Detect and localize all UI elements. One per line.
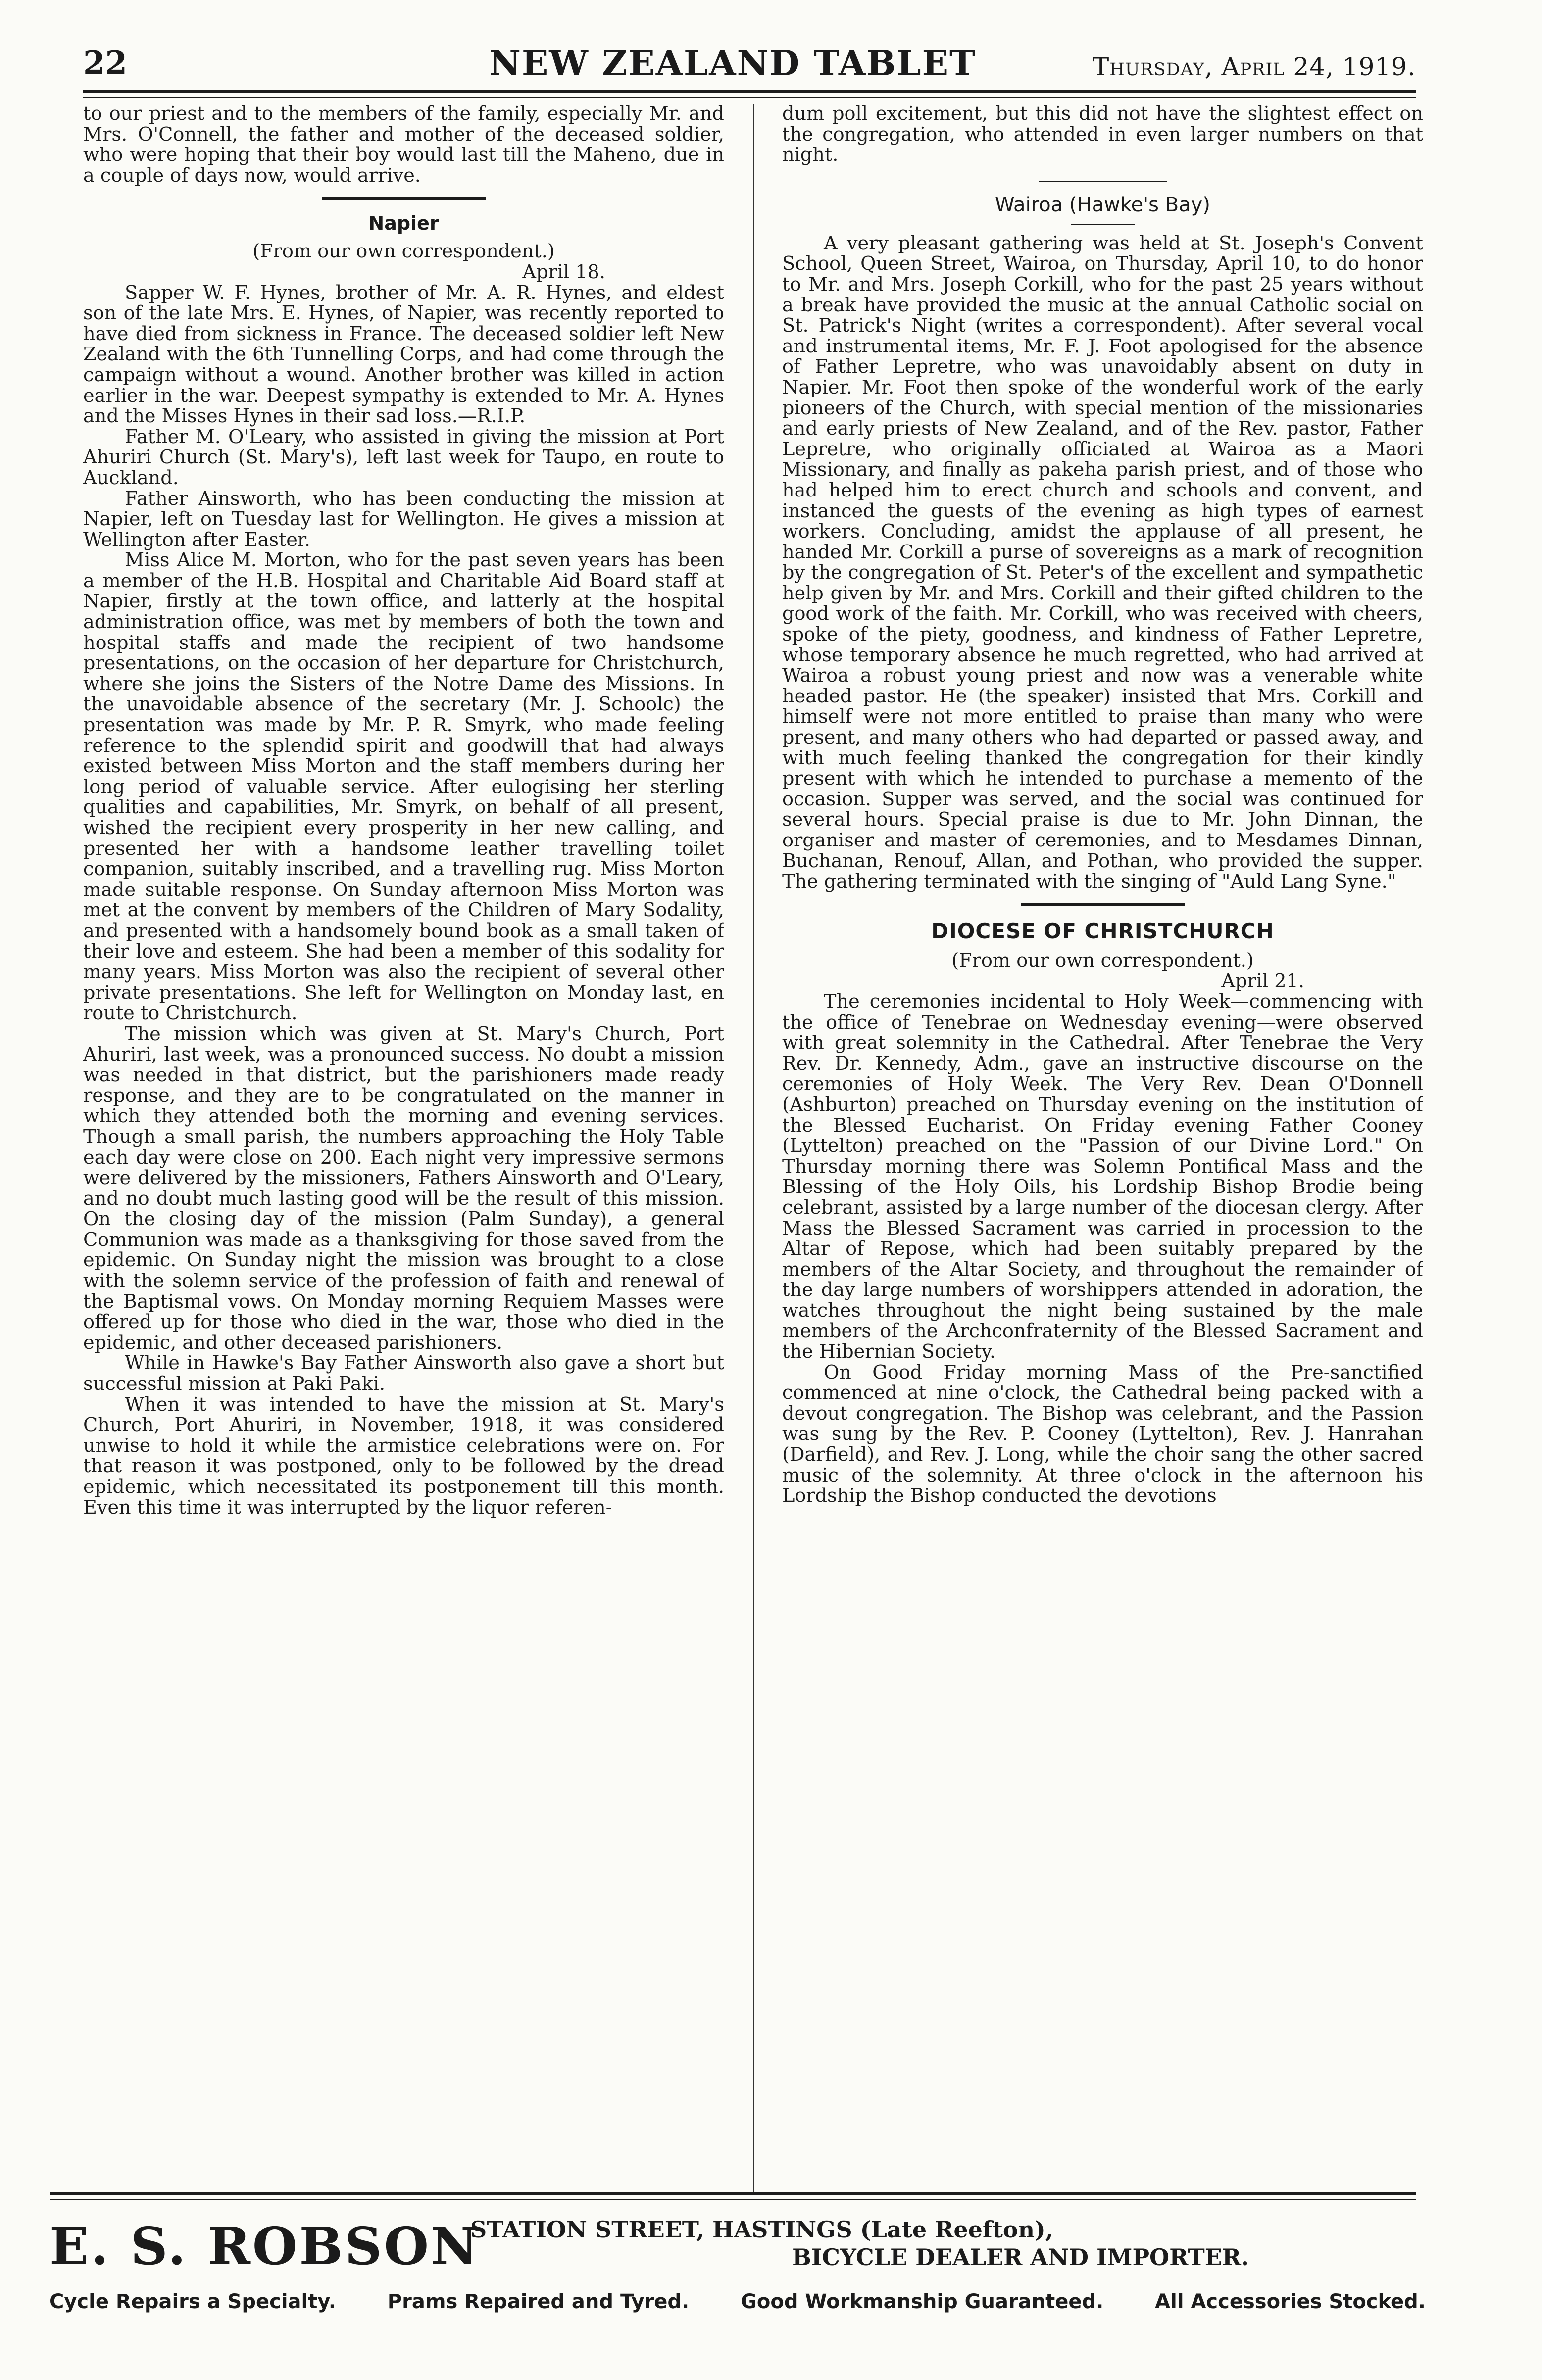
service-item: Good Workmanship Guaranteed. bbox=[741, 2290, 1104, 2313]
continued-paragraph: dum poll excitement, but this did not have the slightest effect on the congregation, who attended in even larger numbers on that night. bbox=[782, 104, 1423, 166]
section-heading-christchurch: DIOCESE OF CHRISTCHURCH bbox=[931, 918, 1274, 943]
article-paragraph: Father Ainsworth, who has been conducting the mission at Napier, left on Tuesday last for Wellington. He gives a mission at Wellington after Easter. bbox=[83, 488, 724, 551]
advertiser-trade: BICYCLE DEALER AND IMPORTER. bbox=[792, 2244, 1249, 2271]
dateline: April 21. bbox=[1221, 970, 1304, 992]
heading-underline bbox=[1071, 224, 1135, 225]
article-paragraph: The mission which was given at St. Mary's Church, Port Ahuriri, last week, was a pronounced success. No doubt a mission was needed in that district, but the parishioners made ready response, and they are to be congratulated on the manner in which they attended both the morning and evening services. Though a small parish, the numbers approaching the Holy Table each day were close on 200. Each night very impressive sermons were delivered by the missioners, Fathers Ainsworth and O'Leary, and no doubt much lasting good will be the result of this mission. On the closing day of the mission (Palm Sunday), a general Communion was made as a thanksgiving for those saved from the epidemic. On Sunday night the mission was brought to a close with the solemn service of the profession of faith and renewal of the Baptismal vows. On Monday morning Requiem Masses were offered up for those who died in the war, those who died in the epidemic, and other deceased parishioners. bbox=[83, 1023, 724, 1354]
section-divider bbox=[1039, 181, 1167, 182]
article-paragraph: Miss Alice M. Morton, who for the past seven years has been a member of the H.B. Hospital and Charitable Aid Board staff at Napier, firstly at the town office, and latterly at the hospital administration office, was met by members of both the town and hospital staffs and made the recipient of two handsome presentations, on the occasion of her departure for Christchurch, where she joins the Sisters of the Notre Dame des Missions. In the unavoidable absence of the secretary (Mr. J. Schoolc) the presentation was made by Mr. P. R. Smyrk, who made feeling reference to the splendid spirit and goodwill that had always existed between Miss Morton and the staff members during her long period of valuable service. After eulogising her sterling qualities and capabilities, Mr. Smyrk, on behalf of all present, wished the recipient every prosperity in her new calling, and presented her with a handsome leather travelling toilet companion, suitably inscribed, and a travelling rug. Miss Morton made suitable response. On Sunday afternoon Miss Morton was met at the convent by members of the Children of Mary Sodality, and presented with a handsomely bound book as a small taken of their love and esteem. She had been a member of this sodality for many years. Miss Morton was also the recipient of several other private presentations. She left for Wellington on Monday last, en route to Christchurch. bbox=[83, 549, 724, 1025]
right-column bbox=[782, 104, 1423, 2203]
advertiser-address: STATION STREET, HASTINGS (Late Reefton), bbox=[470, 2216, 1053, 2243]
publication-title: NEW ZEALAND TABLET bbox=[489, 43, 977, 84]
article-paragraph: Father M. O'Leary, who assisted in giving the mission at Port Ahuriri Church (St. Mary's), left last week for Taupo, en route to Auckland. bbox=[83, 426, 724, 489]
article-paragraph: When it was intended to have the mission at St. Mary's Church, Port Ahuriri, in November, 1918, it was considered unwise to hold it while the armistice celebrations were on. For that reason it was postponed, only to be followed by the dread epidemic, which necessitated its postponement till this month. Even this time it was interrupted by the liquor referen- bbox=[83, 1393, 724, 1519]
service-item: Cycle Repairs a Specialty. bbox=[50, 2290, 336, 2313]
advertiser-services bbox=[50, 2288, 1426, 2316]
footer-rule-thin bbox=[50, 2199, 1416, 2200]
service-item: Prams Repaired and Tyred. bbox=[387, 2290, 690, 2313]
section-divider bbox=[322, 197, 486, 200]
issue-date: Thursday, April 24, 1919. bbox=[1092, 52, 1416, 81]
left-column bbox=[83, 104, 724, 2203]
header-rule-thin bbox=[83, 97, 1416, 98]
column-rule bbox=[753, 104, 754, 2193]
service-item: All Accessories Stocked. bbox=[1155, 2290, 1426, 2313]
masthead bbox=[50, 44, 1416, 83]
article-paragraph: A very pleasant gathering was held at St. Joseph's Convent School, Queen Street, Wairoa, on Thursday, April 10, to do honor to Mr. and Mrs. Joseph Corkill, who for the past 25 years without a break have provided the music at the annual Catholic social on St. Patrick's Night (writes a correspondent). After several vocal and instrumental items, Mr. F. J. Foot apologised for the absence of Father Lepretre, who was unavoidably absent on duty in Napier. Mr. Foot then spoke of the wonderful work of the early pioneers of the Church, with special mention of the missionaries and early priests of New Zealand, and of the Rev. pastor, Father Lepretre, who originally officiated at Wairoa as a Maori Missionary, and finally as pakeha parish priest, and of those who had helped him to erect church and schools and convent, and instanced the guests of the evening as high types of earnest workers. Concluding, amidst the applause of all present, he handed Mr. Corkill a purse of sovereigns as a mark of recognition by the congregation of St. Peter's of the excellent and sympathetic help given by Mr. and Mrs. Corkill and their gifted children to the good work of the faith. Mr. Corkill, who was received with cheers, spoke of the piety, goodness, and kindness of Father Lepretre, whose temporary absence he much regretted, who had arrived at Wairoa a robust young priest and now was a venerable white headed pastor. He (the speaker) insisted that Mrs. Corkill and himself were not more entitled to praise than many who were present, and many others who had departed or passed away, and with much feeling thanked the congregation for their kindly present with which he intended to purchase a memento of the occasion. Supper was served, and the social was continued for several hours. Special praise is due to Mr. John Dinnan, the organiser and master of ceremonies, and to Mesdames Dinnan, Buchanan, Renouf, Allan, and Pothan, who provided the supper. The gathering terminated with the singing of "Auld Lang Syne." bbox=[782, 232, 1423, 893]
article-paragraph: While in Hawke's Bay Father Ainsworth also gave a short but successful mission at Paki Paki. bbox=[83, 1352, 724, 1395]
article-paragraph: Sapper W. F. Hynes, brother of Mr. A. R. Hynes, and eldest son of the late Mrs. E. Hynes, of Napier, was recently reported to have died from sickness in France. The deceased soldier left New Zealand with the 6th Tunnelling Corps, and had come through the campaign without a wound. Another brother was killed in action earlier in the war. Deepest sympathy is extended to Mr. A. Hynes and the Misses Hynes in their sad loss.—R.I.P. bbox=[83, 282, 724, 428]
correspondent-line: (From our own correspondent.) bbox=[252, 241, 555, 263]
section-heading-napier: Napier bbox=[368, 212, 439, 235]
article-paragraph: The ceremonies incidental to Holy Week—commencing with the office of Tenebrae on Wednesday evening—were observed with great solemnity in the Cathedral. After Tenebrae the Very Rev. Dr. Kennedy, Adm., gave an instructive discourse on the ceremonies of Holy Week. The Very Rev. Dean O'Donnell (Ashburton) preached on Thursday evening on the institution of the Blessed Eucharist. On Friday evening Father Cooney (Lyttelton) preached on the "Passion of our Divine Lord." On Thursday morning there was Solemn Pontifical Mass and the Blessing of the Holy Oils, his Lordship Bishop Brodie being celebrant, assisted by a large number of the diocesan clergy. After Mass the Blessed Sacrament was carried in procession to the Altar of Repose, which had been suitably prepared by the members of the Altar Society, and throughout the remainder of the day large numbers of worshippers attended in adoration, the watches throughout the night being sustained by the male members of the Archconfraternity of the Blessed Sacrament and the Hibernian Society. bbox=[782, 991, 1423, 1363]
advertiser-name: E. S. ROBSON bbox=[50, 2216, 480, 2277]
page-number: 22 bbox=[83, 45, 128, 82]
section-divider bbox=[1021, 903, 1185, 906]
footer-rule bbox=[50, 2192, 1416, 2195]
header-rule bbox=[83, 90, 1416, 93]
dateline: April 18. bbox=[522, 261, 605, 283]
article-paragraph: On Good Friday morning Mass of the Pre-sanctified commenced at nine o'clock, the Cathedral being packed with a devout congregation. The Bishop was celebrant, and the Passion was sung by the Rev. P. Cooney (Lyttelton), Rev. J. Hanrahan (Darfield), and Rev. J. Long, while the choir sang the other sacred music of the solemnity. At three o'clock in the afternoon his Lordship the Bishop conducted the devotions bbox=[782, 1361, 1423, 1507]
continued-paragraph: to our priest and to the members of the family, especially Mr. and Mrs. O'Connell, the father and mother of the deceased soldier, who were hoping that their boy would last till the Maheno, due in a couple of days now, would arrive. bbox=[83, 104, 724, 187]
section-heading-wairoa: Wairoa (Hawke's Bay) bbox=[995, 193, 1210, 216]
correspondent-line: (From our own correspondent.) bbox=[951, 949, 1254, 972]
